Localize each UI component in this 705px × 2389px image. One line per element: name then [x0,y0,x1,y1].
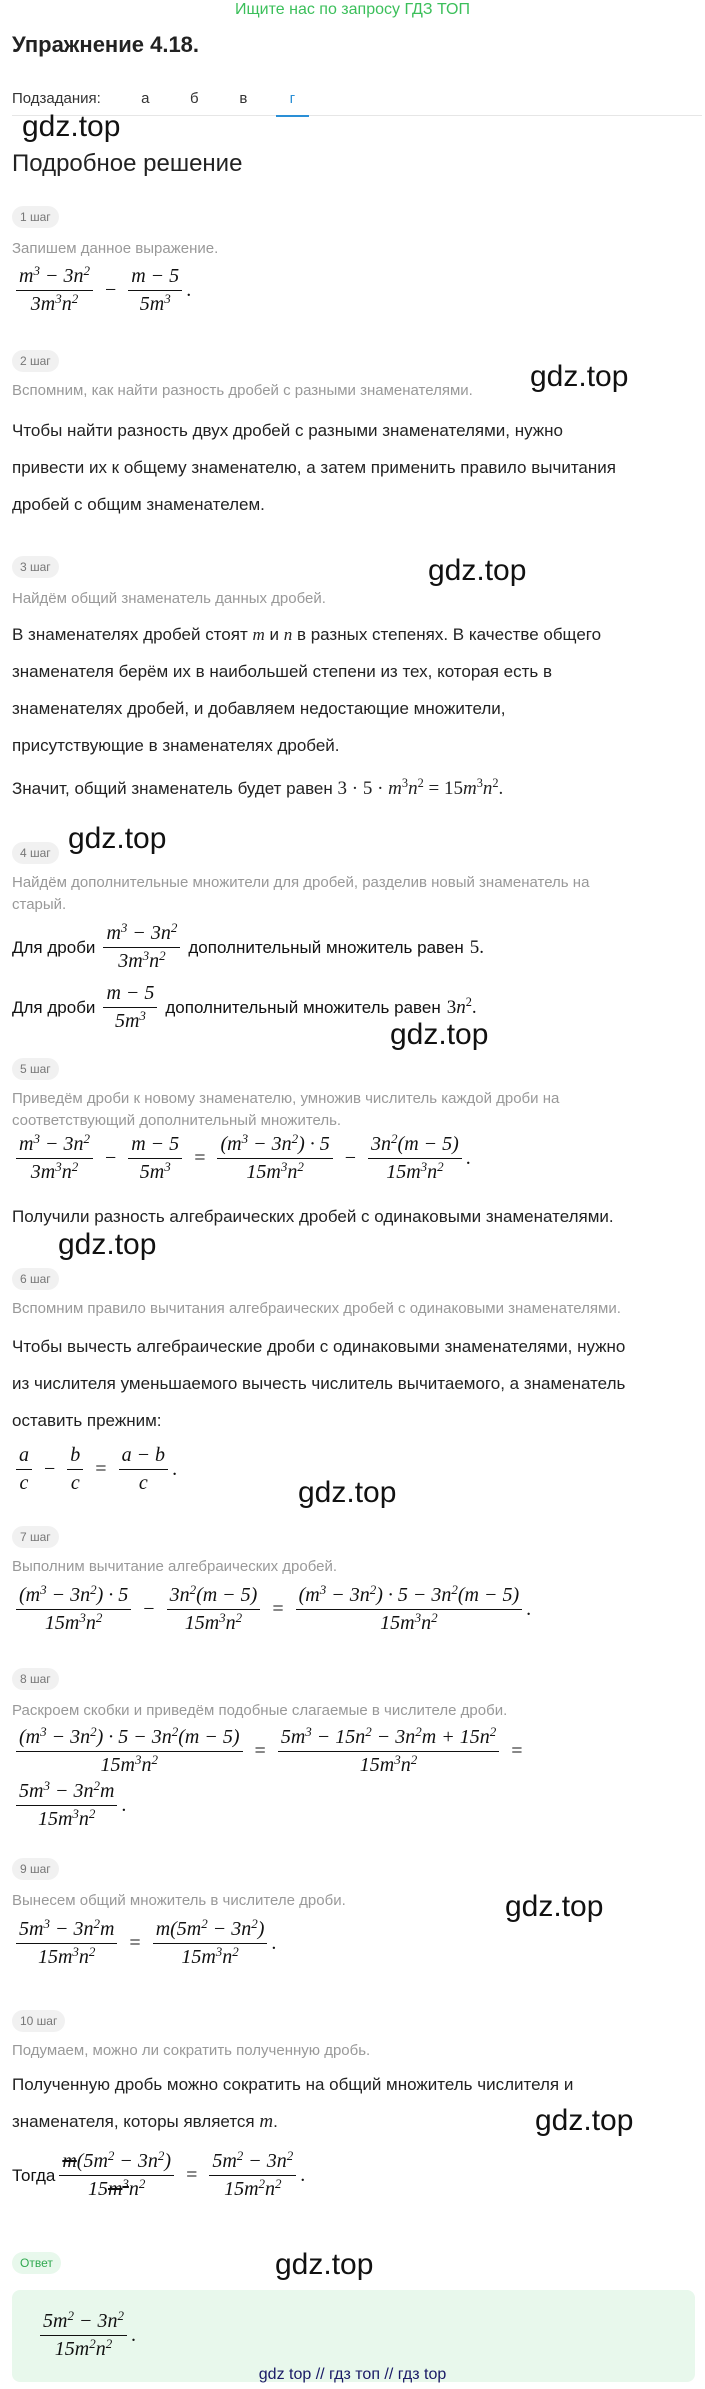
step-text: Чтобы найти разность двух дробей с разными знаменателями, нужно привести их к общему знаменателю, а затем применить правило вычитания дробей с общим знаменателем. [12,421,616,514]
step-hint: Вынесем общий множитель в числителе дроби. [12,1892,346,1909]
watermark: gdz.top [530,360,629,393]
step-text: В знаменателях дробей стоят m и n в разных степенях. В качестве общего знаменателя берём их в наибольшей степени из тех, которая есть в знаменателях дробей, и добавляем недостающие множители, присутствующие в знаменателях дробей. [12,625,602,755]
step-conclusion: Значит, общий знаменатель будет равен $3 \cdot 5 \cdot m^3n^2 = 15m^3n^2$. [12,776,504,799]
factor-line-2: Для дроби $\frac{m - 5}{5m^3}$ дополнительный множитель равен $3n^2$. [12,982,477,1032]
watermark: gdz.top [58,1228,157,1261]
step-hint: Выполним вычитание алгебраических дробей. [12,1558,338,1575]
rule-formula: $\frac{a}{c}$ − $\frac{b}{c}$ = $\frac{a - b}{c}$ . [12,1444,177,1495]
step-badge: 1 шаг [12,206,59,228]
step-badge: 2 шаг [12,350,59,372]
watermark: gdz.top [22,110,121,143]
tab-g[interactable]: г [268,82,317,116]
common-denominator-expression: $\frac{m^3 - 3n^2}{3m^3n^2}$ − $\frac{m - 5}{5m^3}$ = $\frac{(m^3 - 3n^2) \cdot 5}{15m^3n^2}$ − $\frac{3n^2(m - 5)}{15m^3n^2}$ . [12,1133,471,1184]
step-badge: 4 шаг [12,842,59,864]
step-hint: Найдём дополнительные множители для дробей, разделив новый знаменатель на старый. [12,874,590,913]
step-text: Чтобы вычесть алгебраические дроби с одинаковыми знаменателями, нужно из числителя уменьшаемого вычесть числитель вычитаемого, а знаменатель оставить прежним: [12,1337,626,1430]
subtraction-expression: $\frac{(m^3 - 3n^2) \cdot 5}{15m^3n^2}$ − $\frac{3n^2(m - 5)}{15m^3n^2}$ = $\frac{(m^3 - 3n^2) \cdot 5 - 3n^2(m - 5)}{15m^3n^2}$ . [12,1584,531,1635]
search-banner[interactable]: Ищите нас по запросу ГДЗ ТОП [235,1,470,18]
step-hint: Приведём дроби к новому знаменателю, умножив числитель каждой дроби на соответствующий дополнительный множитель. [12,1090,560,1129]
step-text: Получили разность алгебраических дробей с одинаковыми знаменателями. [12,1207,614,1226]
footer-links[interactable]: gdz top // гдз топ // гдз top [258,2366,447,2383]
step-badge: 6 шаг [12,1268,59,1290]
tab-a[interactable]: а [141,89,150,107]
step-hint: Вспомним правило вычитания алгебраических дробей с одинаковыми знаменателями. [12,1300,621,1317]
step-badge: 10 шаг [12,2010,65,2032]
reduce-expression: Тогда $\frac{m(5m^2 - 3n^2)}{15m^3n^2}$ = $\frac{5m^2 - 3n^2}{15m^2n^2}$ . [12,2147,306,2200]
watermark: gdz.top [275,2248,374,2281]
expand-result: $\frac{5m^3 - 3n^2m}{15m^3n^2}$ . [12,1780,126,1831]
step-badge: 9 шаг [12,1858,59,1880]
answer-badge: Ответ [12,2252,61,2274]
page-title: Упражнение 4.18. [12,32,200,57]
factor-out-expression: $\frac{5m^3 - 3n^2m}{15m^3n^2}$ = $\frac{m(5m^2 - 3n^2)}{15m^3n^2}$ . [12,1918,276,1969]
answer-expression: $\frac{5m^2 - 3n^2}{15m^2n^2}$ . [36,2310,136,2361]
step-hint: Запишем данное выражение. [12,240,219,257]
step-badge: 7 шаг [12,1526,59,1548]
factor-line-1: Для дроби $\frac{m^3 - 3n^2}{3m^3n^2}$ дополнительный множитель равен 5. [12,919,484,972]
tab-v[interactable]: в [239,89,248,107]
section-title: Подробное решение [12,150,243,177]
expand-expression: $\frac{(m^3 - 3n^2) \cdot 5 - 3n^2(m - 5)}{15m^3n^2}$ = $\frac{5m^3 - 15n^2 - 3n^2m + 15n^2}{15m^3n^2}$ = [12,1726,531,1777]
watermark: gdz.top [505,1890,604,1923]
watermark: gdz.top [390,1018,489,1051]
watermark: gdz.top [535,2104,634,2137]
expression: $\frac{m^3 - 3n^2}{3m^3n^2}$ − $\frac{m - 5}{5m^3}$ . [12,265,191,316]
step-hint: Найдём общий знаменатель данных дробей. [12,590,326,607]
watermark: gdz.top [298,1476,397,1509]
tab-b[interactable]: б [190,89,199,107]
subtasks-label: Подзадания: [12,90,101,107]
step-hint: Раскроем скобки и приведём подобные слагаемые в числителе дроби. [12,1702,508,1719]
step-hint: Подумаем, можно ли сократить полученную дробь. [12,2042,371,2059]
step-badge: 3 шаг [12,556,59,578]
step-badge: 5 шаг [12,1058,59,1080]
step-text: Полученную дробь можно сократить на общий множитель числителя и знаменателя, которы является m. [12,2075,574,2132]
step-badge: 8 шаг [12,1668,59,1690]
watermark: gdz.top [428,554,527,587]
step-hint: Вспомним, как найти разность дробей с разными знаменателями. [12,382,473,399]
watermark: gdz.top [68,822,167,855]
